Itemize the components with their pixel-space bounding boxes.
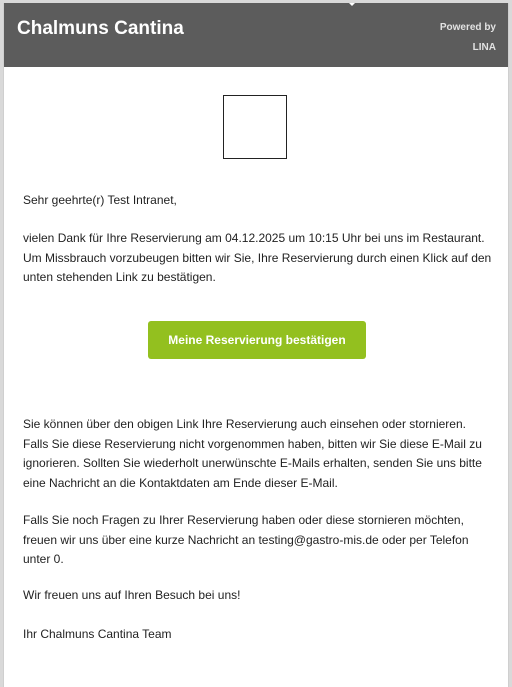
powered-by-label: Powered by	[439, 22, 496, 33]
greeting: Sehr geehrte(r) Test Intranet,	[23, 193, 177, 207]
powered-by	[440, 18, 496, 58]
questions-paragraph: Falls Sie noch Fragen zu Ihrer Reservierung haben oder diese stornieren möchten, freuen wir uns über eine kurze Nachricht an testing@gastro-mis.de oder per Telefon unter 0.	[23, 513, 469, 566]
email-frame	[3, 3, 509, 687]
header-notch	[348, 3, 356, 6]
signature-line: Ihr Chalmuns Cantina Team	[23, 627, 172, 641]
confirm-reservation-button[interactable]: Meine Reservierung bestätigen	[148, 321, 366, 359]
closing-line: Wir freuen uns auf Ihren Besuch bei uns!	[23, 588, 241, 602]
email-header	[4, 3, 508, 67]
powered-by-brand: LINA	[472, 42, 496, 53]
info-paragraph: Sie können über den obigen Link Ihre Reservierung auch einsehen oder stornieren. Falls Sie diese Reservierung nicht vorgenommen haben, bitten wir Sie diese E-Mail zu ignorieren. Sollten Sie wiederholt unerwünschte E-Mails erhalten, senden Sie uns bitte eine Nachricht an die Kontaktdaten am Ende dieser E-Mail.	[23, 417, 482, 490]
intro-paragraph: vielen Dank für Ihre Reservierung am 04.12.2025 um 10:15 Uhr bei uns im Restaurant. Um Missbrauch vorzubeugen bitten wir Sie, Ihre Reservierung durch einen Klick auf den unten stehenden Link zu bestätigen.	[23, 231, 492, 284]
cut-off-text-row	[23, 682, 323, 687]
logo-placeholder-image	[223, 95, 287, 159]
restaurant-name: Chalmuns Cantina	[17, 18, 184, 39]
